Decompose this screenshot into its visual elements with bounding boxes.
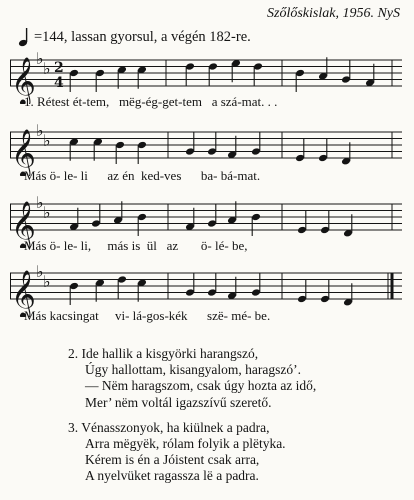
tempo-text: =144, lassan gyorsul, a végén 182-re. — [34, 28, 251, 45]
treble-clef-icon: 𝄞 — [11, 269, 36, 317]
verse-line: 2. Ide hallik a kisgyörki harangszó, — [68, 346, 259, 361]
verse-line: — Nëm haragszom, csak úgy hozta az idő, — [85, 378, 317, 394]
verse-line: A nyelvüket ragassza lë a padra. — [85, 468, 259, 484]
staff-lyric: Más kacsingat vi- lá-gos-kék szë- mé- be. — [24, 308, 271, 323]
time-signature-denominator: 4 — [54, 75, 64, 91]
treble-clef-icon: 𝄞 — [11, 200, 36, 248]
staff-lyric: 1. Rétest ét-tem, mëg-ég-get-tem a szá-mat. . . — [24, 94, 278, 109]
flat-icon: ♭ — [36, 196, 44, 212]
flat-icon: ♭ — [43, 202, 51, 222]
verse-3 — [68, 420, 316, 485]
verse-line: 3. Vénasszonyok, ha kiülnek a padra, — [68, 419, 270, 435]
flat-icon: ♭ — [36, 52, 44, 68]
verse-text — [68, 346, 316, 494]
treble-clef-icon: 𝄞 — [11, 56, 36, 104]
staff-lyric: Más ö- le- li, más is ül az ö- lé- be, — [24, 238, 248, 253]
staff-lyric: Más ö- le- li az én ked-ves ba- bá-mat. — [24, 168, 261, 183]
flat-icon: ♭ — [43, 58, 51, 78]
flat-icon: ♭ — [36, 265, 44, 281]
flat-icon: ♭ — [43, 130, 51, 150]
quarter-note-icon — [18, 27, 32, 47]
flat-icon: ♭ — [43, 271, 51, 291]
treble-clef-icon: 𝄞 — [11, 128, 36, 176]
time-signature-numerator: 2 — [54, 60, 64, 76]
verse-2 — [68, 346, 316, 411]
source-attribution: Szőlőskislak, 1956. NyS — [267, 6, 400, 21]
flat-icon: ♭ — [36, 124, 44, 140]
verse-line: Arra mëgyëk, rólam folyik a plëtyka. — [85, 436, 286, 452]
verse-line: Kérem is én a Jóistent csak arra, — [85, 452, 260, 468]
verse-line: Úgy hallottam, kisangyalom, haragszó’. — [85, 362, 301, 378]
verse-line: Mer’ nëm voltál igazszívű szerető. — [85, 394, 272, 410]
tempo-marking — [18, 27, 251, 47]
